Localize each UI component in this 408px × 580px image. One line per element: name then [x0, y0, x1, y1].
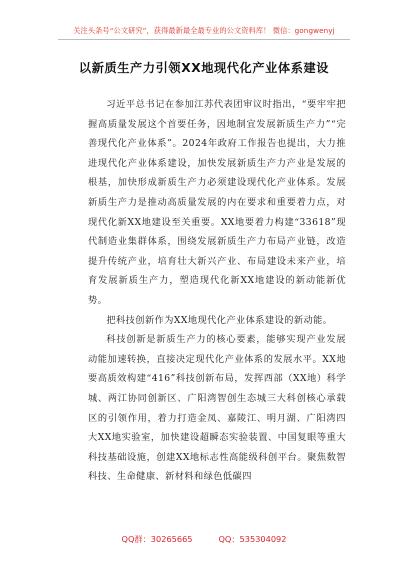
- header-promo-note: 关注头条号“公文研究”，获得最新最全最专业的公文资料库！ 微信：gongwenyj: [73, 26, 335, 35]
- document-footer: [0, 534, 408, 545]
- document-header: [0, 0, 408, 56]
- document-title: 以新质生产力引领XX地现代化产业体系建设: [78, 61, 330, 75]
- footer-qq-group: QQ群：30265665: [121, 534, 193, 544]
- footer-qq-contact: QQ：535304092: [218, 534, 287, 544]
- document-body: [88, 95, 346, 487]
- paragraph-tech-innovation: 科技创新是新质生产力的核心要素，能够实现产业发展动能加速转换，直接决定现代化产业体系的发展水平。XX地要高质效构建“416”科技创新布局，发挥西部（XX地）科学城、两江协同创新区、广阳湾智创生态城三大科创核心承载区的引领作用，着力打造金凤、嘉陵江、明月湖、广阳湾四大XX地实验室，加快建设超瞬态实验装置、中国复眼等重大科技基础设施，创建XX地标志性高能级科创平台。聚焦数智科技、生命健康、新材料和绿色低碳四: [88, 334, 346, 483]
- paragraph-intro: 习近平总书记在参加江苏代表团审议时指出，“要牢牢把握高质量发展这个首要任务，因地制宜发展新质生产力”“完善现代化产业体系”。2024年政府工作报告也提出，大力推进现代化产业体系建设，加快发展新质生产力产业是发展的根基，加快形成新质生产力必须建设现代化产业体系。发展新质生产力是推动高质量发展的内在要求和重要着力点，对现代化新XX地建设至关重要。XX地要着力构建“33618”现代制造业集群体系，围绕发展新质生产力布局产业链，改造提升传统产业，培育壮大新兴产业、布局建设未来产业，培育发展新质生产力，塑造现代化新XX地建设的新动能新优势。: [88, 99, 346, 306]
- paragraph-section-heading: 把科技创新作为XX地现代化产业体系建设的新动能。: [106, 314, 333, 326]
- header-divider: [58, 39, 350, 40]
